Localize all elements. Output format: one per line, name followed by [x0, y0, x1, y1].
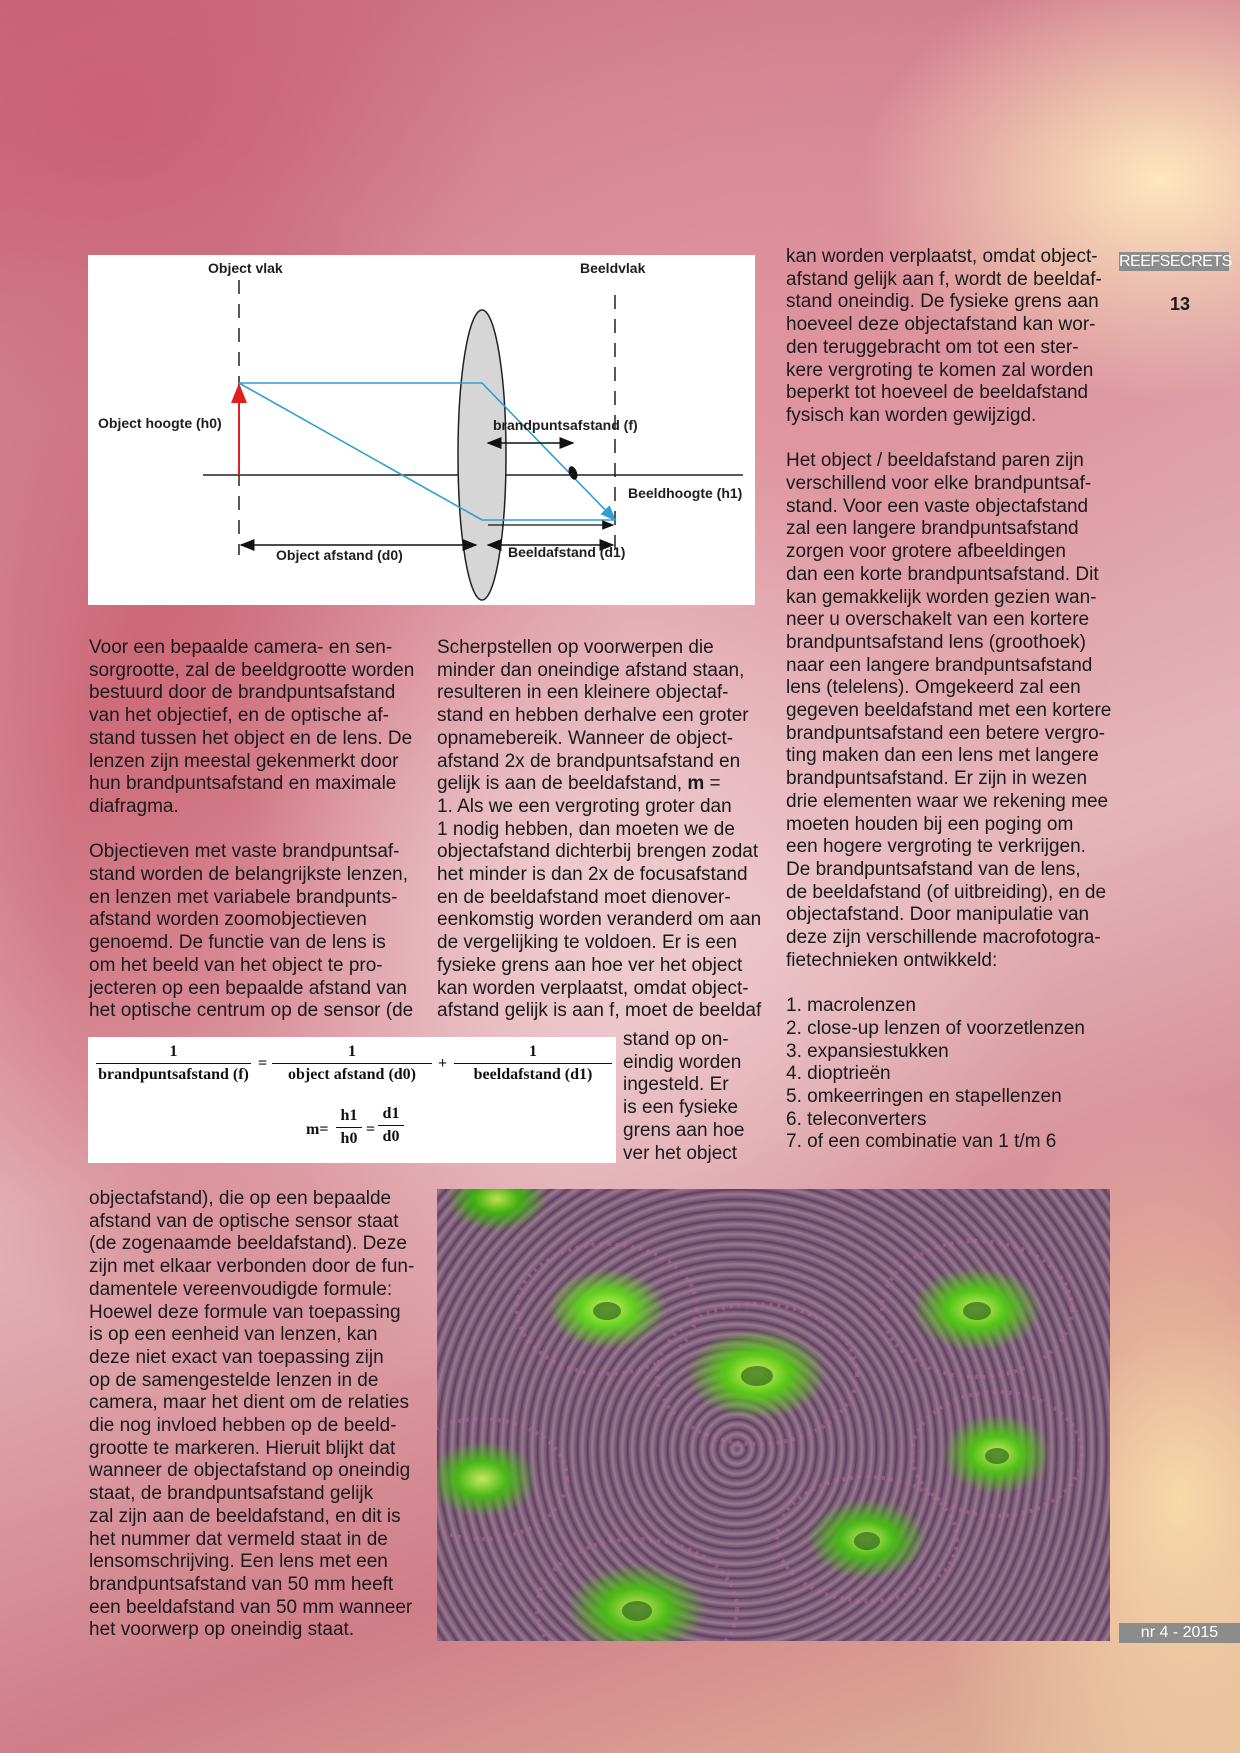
text-line: fysieke grens aan hoe ver het object — [437, 954, 743, 976]
text-line: het nummer dat vermeld staat in de — [89, 1528, 388, 1550]
text-line: stand tussen het object en de lens. De — [89, 727, 413, 749]
text-line: brandpuntsafstand lens (groothoek) — [786, 631, 1086, 653]
text-line: dan een korte brandpuntsafstand. Dit — [786, 563, 1099, 585]
formula-term-d1: 1 beeldafstand (d1) — [454, 1043, 612, 1084]
formula-term-f: 1 brandpuntsafstand (f) — [96, 1043, 251, 1084]
text-line: genoemd. De functie van de lens is — [89, 932, 386, 954]
text-line: eenkomstig worden veranderd om aan — [437, 909, 762, 931]
formula-m: m= — [306, 1121, 329, 1138]
object-distance-label: Object afstand (d0) — [276, 547, 403, 563]
text-line: deze niet exact van toepassing zijn — [89, 1346, 384, 1368]
text-line: om het beeld van het object te pro- — [89, 954, 383, 976]
text-line: fysisch kan worden gewijzigd. — [786, 404, 1037, 426]
text-line: brandpuntsafstand een betere vergro- — [786, 722, 1105, 744]
list-item: 2. close-up lenzen of voorzetlenzen — [786, 1017, 1085, 1039]
coral-texture — [437, 1189, 1110, 1641]
text-line: damentele vereenvoudigde formule: — [89, 1278, 393, 1300]
lens-diagram — [88, 255, 755, 605]
text-line: kan worden verplaatst, omdat object- — [786, 246, 1098, 267]
text-line: wanneer de objectafstand op oneindig — [89, 1460, 411, 1482]
text-line: afstand worden zoomobjectieven — [89, 909, 367, 931]
text-line: stand worden de belangrijkste lenzen, — [89, 864, 408, 886]
text-line: grootte te markeren. Hieruit blijkt dat — [89, 1437, 396, 1459]
column-1-top — [89, 637, 419, 1046]
text-line: De brandpuntsafstand van de lens, — [786, 858, 1081, 880]
column-1-bottom — [89, 1188, 429, 1665]
text-line: afstand 2x de brandpuntsafstand en — [437, 750, 741, 772]
text-line: ingesteld. Er — [623, 1074, 729, 1096]
text-line: objectafstand), die op een bepaalde — [89, 1188, 392, 1209]
formula-plus: + — [438, 1055, 448, 1072]
parallel-ray — [239, 383, 615, 520]
text-line: Het object / beeldafstand paren zijn — [786, 450, 1084, 472]
text-line: brandpuntsafstand. Er zijn in wezen — [786, 768, 1088, 790]
text-line: het minder is dan 2x de focusafstand — [437, 864, 748, 886]
chief-ray — [239, 383, 615, 520]
text-line: een beeldafstand van 50 mm wanneer — [89, 1596, 413, 1618]
issue-tag: nr 4 - 2015 — [1119, 1623, 1240, 1643]
technique-list — [786, 995, 1116, 1154]
formula-h-ratio: $\frac{h1}{h0}$ — [336, 1107, 362, 1148]
list-item: 5. omkeerringen en stapellenzen — [786, 1085, 1062, 1107]
list-item: 4. dioptrieën — [786, 1063, 891, 1085]
text-line: staat, de brandpuntsafstand gelijk — [89, 1483, 374, 1505]
paragraph-2 — [89, 841, 419, 1023]
text-line: (de zogenaamde beeldafstand). Deze — [89, 1233, 407, 1255]
text-line: lensomschrijving. Een lens met een — [89, 1551, 388, 1573]
text-line: het optische centrum op de sensor (de — [89, 1000, 414, 1022]
text-line: stand op on- — [623, 1029, 729, 1050]
text-line: sorgrootte, zal de beeldgrootte worden — [89, 659, 415, 681]
text-line: stand oneindig. De fysieke grens aan — [786, 291, 1099, 313]
text-line: ting maken dan een lens met langere — [786, 745, 1099, 767]
text-line: 1. Als we een vergroting groter dan — [437, 795, 732, 817]
text-line: neer u overschakelt van een kortere — [786, 609, 1090, 631]
text-line: hoeveel deze objectafstand kan wor- — [786, 314, 1096, 336]
text-line: gegeven beeldafstand met een kortere — [786, 700, 1112, 722]
text-line: lens (telelens). Omgekeerd zal een — [786, 677, 1081, 699]
formula-d-ratio: $\frac{d1}{d0}$ — [378, 1105, 404, 1146]
text-line: de beeldafstand (of uitbreiding), en de — [786, 881, 1107, 903]
magazine-name-tag: REEFSECRETS — [1119, 253, 1232, 270]
text-line: beperkt tot hoeveel de beeldafstand — [786, 382, 1089, 404]
list-item: 7. of een combinatie van 1 t/m 6 — [786, 1131, 1057, 1153]
lens-shape — [458, 310, 506, 600]
paragraph-3 — [89, 1188, 429, 1642]
text-line: Voor een bepaalde camera- en sen- — [89, 637, 393, 658]
text-line: zorgen voor grotere afbeeldingen — [786, 541, 1066, 563]
text-line: ver het object — [623, 1142, 738, 1164]
page-number: 13 — [1170, 294, 1191, 314]
focal-length-label: brandpuntsafstand (f) — [493, 417, 638, 433]
text-line: zijn met elkaar verbonden door de fun- — [89, 1256, 415, 1278]
text-line: die nog invloed hebben op de beeld- — [89, 1415, 397, 1437]
column-2-top — [437, 637, 767, 1023]
text-line: lenzen zijn meestal gekenmerkt door — [89, 750, 399, 772]
text-line: het voorwerp op oneindig staat. — [89, 1619, 355, 1641]
formula-equals: = — [258, 1055, 268, 1072]
text-line: drie elementen waar we rekening mee — [786, 790, 1109, 812]
text-line: den teruggebracht om tot een ster- — [786, 336, 1079, 358]
text-line: eindig worden — [623, 1051, 742, 1073]
object-plane-label: Object vlak — [208, 260, 283, 276]
paragraph-1 — [89, 637, 419, 819]
text-line: en lenzen met variabele brandpunts- — [89, 886, 398, 908]
text-line: Hoewel deze formule van toepassing — [89, 1301, 401, 1323]
text-line: Objectieven met vaste brandpuntsaf- — [89, 841, 400, 863]
text-line: opnamebereik. Wanneer de object- — [437, 727, 734, 749]
text-line: is op een eenheid van lenzen, kan — [89, 1324, 378, 1346]
text-line: kere vergroting te komen zal worden — [786, 359, 1094, 381]
formula-term-d0: 1 object afstand (d0) — [272, 1043, 432, 1084]
text-line: camera, maar het dient om de relaties — [89, 1392, 409, 1414]
text-line: stand en hebben derhalve een groter — [437, 705, 749, 727]
text-line: een hogere vergroting te verkrijgen. — [786, 836, 1086, 858]
paragraph-4: Scherpstellen op voorwerpen die minder dan oneindige afstand staan, resulteren in een kleinere objectaf- stand en hebben derhalve een groter opnamebereik. Wanneer de object- afstand 2x de brandpuntsafstand en gelijk is aan de beeldafstand, m = 1. Als we een vergroting groter dan 1 nodig hebben, dan moeten we de objectafstand dichterbij brengen zodat het minder is dan 2x de focusafstand en de beeldafstand moet dienover- eenkomstig worden veranderd om aan de vergelijking te voldoen. Er is een fysieke grens aan hoe ver het object kan worden verplaatst, omdat object- afstand gelijk is aan f, moet de beeldaf — [437, 637, 762, 1022]
text-line: brandpuntsafstand van 50 mm heeft — [89, 1573, 394, 1595]
formula-equals-2: = — [366, 1121, 376, 1138]
text-line: objectafstand dichterbij brengen zodat — [437, 841, 759, 863]
text-line: moeten houden bij een poging om — [786, 813, 1074, 835]
column-2-wrap — [623, 1029, 763, 1188]
lens-formula — [88, 1037, 616, 1163]
text-line: bestuurd door de brandpuntsafstand — [89, 682, 396, 704]
paragraph-5 — [786, 246, 1116, 428]
list-item: 1. macrolenzen — [786, 995, 916, 1017]
list-item: 6. teleconverters — [786, 1108, 927, 1130]
text-line: verschillend voor elke brandpuntsaf- — [786, 473, 1092, 495]
text-line: de vergelijking te voldoen. Er is een — [437, 932, 737, 954]
text-line: kan gemakkelijk worden gezien wan- — [786, 586, 1097, 608]
text-line: afstand van de optische sensor staat — [89, 1210, 399, 1232]
text-line: minder dan oneindige afstand staan, — [437, 659, 745, 681]
text-line: van het objectief, en de optische af- — [89, 705, 389, 727]
paragraph-4-continued — [623, 1029, 763, 1165]
text-line: resulteren in een kleinere objectaf- — [437, 682, 729, 704]
text-line: objectafstand. Door manipulatie van — [786, 904, 1090, 926]
text-line: fietechnieken ontwikkeld: — [786, 949, 998, 971]
paragraph-6 — [786, 450, 1116, 972]
text-line: op de samengestelde lenzen in de — [89, 1369, 379, 1391]
image-distance-label: Beeldafstand (d1) — [508, 544, 626, 560]
text-line: deze zijn verschillende macrofotogra- — [786, 927, 1101, 949]
image-plane-label: Beeldvlak — [580, 260, 646, 276]
column-3 — [786, 246, 1116, 1154]
coral-photo — [437, 1189, 1110, 1641]
text-line: hun brandpuntsafstand en maximale — [89, 773, 397, 795]
text-line: afstand gelijk aan f, wordt de beeldaf- — [786, 268, 1102, 290]
text-line: jecteren op een bepaalde afstand van — [89, 977, 407, 999]
text-line: stand. Voor een vaste objectafstand — [786, 495, 1089, 517]
object-height-label: Object hoogte (h0) — [98, 415, 222, 431]
image-height-label: Beeldhoogte (h1) — [628, 485, 743, 501]
text-line: kan worden verplaatst, omdat object- — [437, 977, 749, 999]
text-line: naar een langere brandpuntsafstand — [786, 654, 1093, 676]
text-line: 1 nodig hebben, dan moeten we de — [437, 818, 735, 840]
text-line: diafragma. — [89, 795, 179, 817]
text-line: afstand gelijk is aan f, moet de beeldaf — [437, 1000, 762, 1022]
text-line: grens aan hoe — [623, 1119, 745, 1141]
text-line: is een fysieke — [623, 1097, 739, 1119]
text-line: en de beeldafstand moet dienover- — [437, 886, 731, 908]
text-line: zal zijn aan de beeldafstand, en dit is — [89, 1505, 401, 1527]
text-line: Scherpstellen op voorwerpen die — [437, 637, 714, 658]
text-line: zal een langere brandpuntsafstand — [786, 518, 1079, 540]
list-item: 3. expansiestukken — [786, 1040, 949, 1062]
